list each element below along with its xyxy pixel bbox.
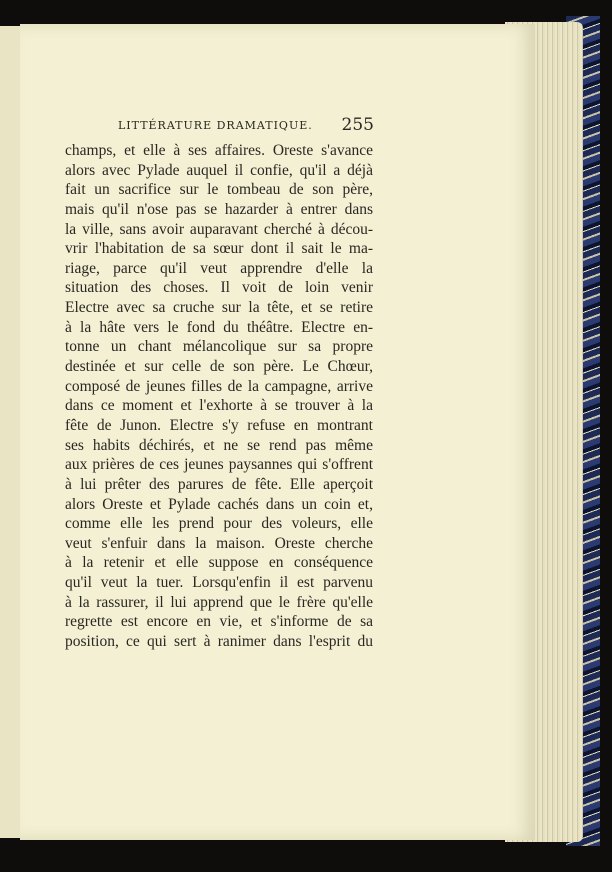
text-line: regrette est encore en vie, et s'informe de sa [65,613,373,631]
text-line: mais qu'il n'ose pas se hazarder à entrer dans [65,200,373,218]
page-header [118,117,374,137]
text-line: qu'il veut la tuer. Lorsqu'enfin il est parvenu [65,574,373,592]
text-line: ses habits déchirés, et ne se rend pas même [65,436,373,454]
text-line: riage, parce qu'il veut apprendre d'elle la [65,259,373,277]
text-line: fête de Junon. Electre s'y refuse en montrant [65,416,373,434]
text-line: à lui prêter des parures de fête. Elle aperçoit [65,475,373,493]
text-line: Electre avec sa cruche sur la tête, et se retire [65,299,373,317]
text-line: comme elle les prend pour des voleurs, elle [65,515,373,533]
text-line: à la hâte vers le fond du théâtre. Electre en- [65,318,373,336]
text-line: champs, et elle à ses affaires. Oreste s'avance [65,142,373,159]
text-line: alors Oreste et Pylade cachés dans un coin et, [65,495,373,513]
text-line: dans ce moment et l'exhorte à se trouver à la [65,397,373,415]
text-line: à la retenir et elle suppose en conséquence [65,554,373,572]
running-title: LITTÉRATURE DRAMATIQUE. [118,119,313,132]
text-line: situation des choses. Il voit de loin venir [65,279,373,297]
text-line: la ville, sans avoir auparavant cherché à décou- [65,220,373,238]
text-line: aux prières de ces jeunes paysannes qui s'offrent [65,456,373,474]
text-line: alors avec Pylade auquel il confie, qu'il a déjà [65,161,373,179]
text-line: destinée et sur celle de son père. Le Chœur, [65,358,373,376]
text-line: position, ce qui sert à ranimer dans l'esprit du [65,633,373,651]
text-line: veut s'enfuir dans la maison. Oreste cherche [65,534,373,552]
text-line: à la rassurer, il lui apprend que le frère qu'elle [65,593,373,611]
text-line: fait un sacrifice sur le tombeau de son père, [65,181,373,199]
text-line: vrir l'habitation de sa sœur dont il sait le ma- [65,240,373,258]
text-line: composé de jeunes filles de la campagne, arrive [65,377,373,395]
body-text [65,141,373,652]
page-number: 255 [341,115,374,135]
text-line: tonne un chant mélancolique sur sa propre [65,338,373,356]
